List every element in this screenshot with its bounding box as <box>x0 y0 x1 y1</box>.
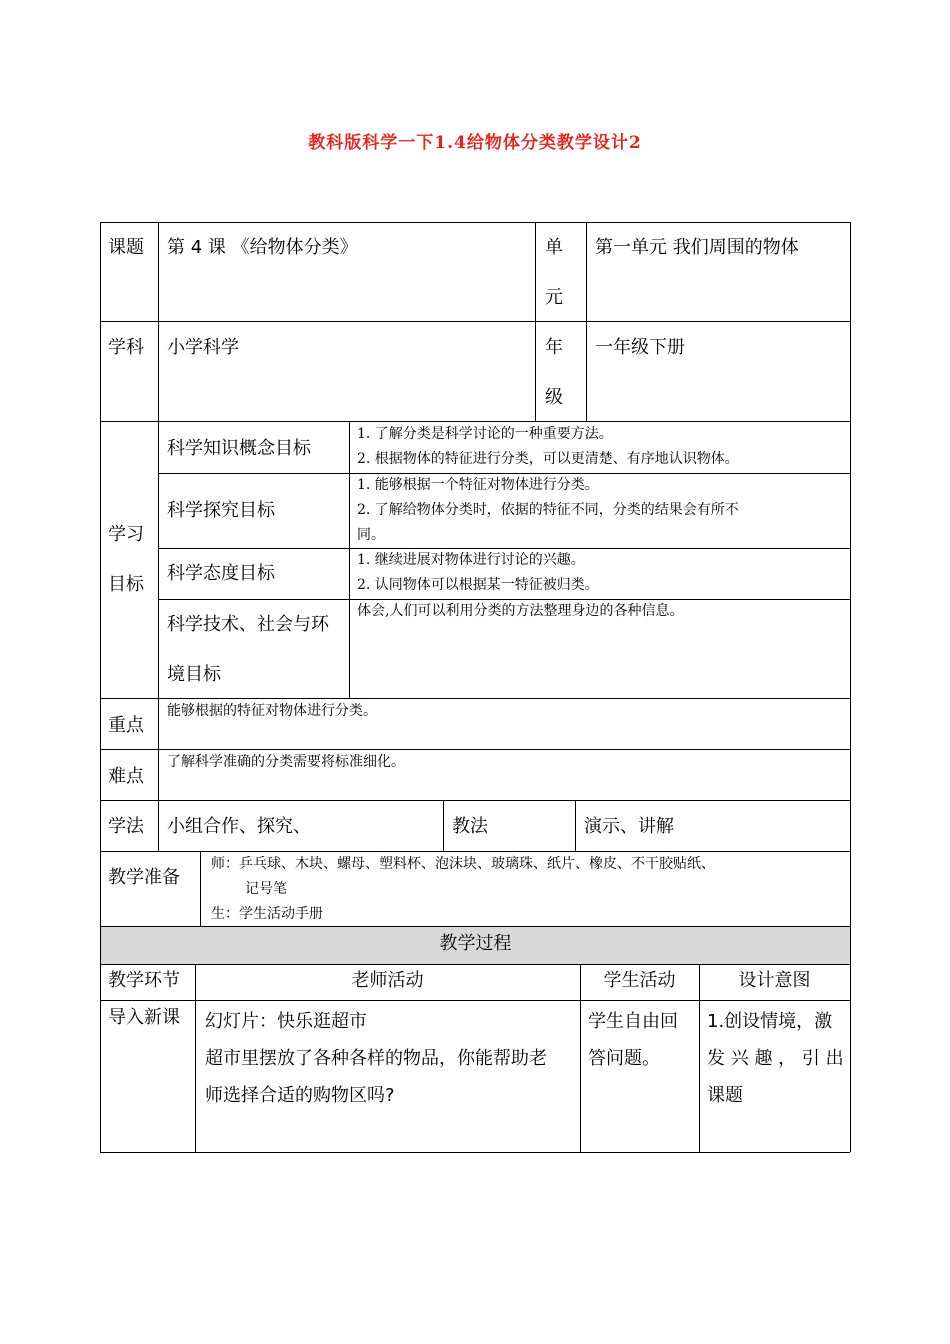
attitude-goal-item: 2. 认同物体可以根据某一特征被归类。 <box>357 577 599 593</box>
prep-teacher-line: 记号笔 <box>245 881 287 897</box>
goals-label-1: 学习 <box>108 524 144 545</box>
knowledge-goal-item: 2. 根据物体的特征进行分类，可以更清楚、有序地认识物体。 <box>357 451 739 467</box>
teaching-method-label: 教法 <box>452 816 488 837</box>
stse-goal-name-1: 科学技术、社会与环 <box>167 614 329 635</box>
learning-method-label: 学法 <box>108 816 144 837</box>
inquiry-goal-name: 科学探究目标 <box>167 500 275 521</box>
student-activity-line: 学生自由回 <box>588 1011 678 1032</box>
stse-goal-name-2: 境目标 <box>167 664 221 685</box>
inquiry-goal-item: 同。 <box>357 527 385 543</box>
attitude-goal-item: 1. 继续进展对物体进行讨论的兴趣。 <box>357 552 585 568</box>
prep-label: 教学准备 <box>108 867 180 888</box>
attitude-goal-items <box>357 548 847 598</box>
design-intent-line: 1.创设情境，激 <box>707 1011 833 1032</box>
inquiry-goal-item: 2. 了解给物体分类时，依据的特征不同，分类的结果会有所不 <box>357 502 739 518</box>
prep-content <box>211 852 847 927</box>
grade-label-1: 年 <box>545 337 563 358</box>
key-point-value: 能够根据的特征对物体进行分类。 <box>167 703 377 719</box>
subject-label: 学科 <box>108 337 144 358</box>
student-activity-line: 答问题。 <box>588 1048 660 1069</box>
lesson-value: 第 4 课 《给物体分类》 <box>167 237 358 258</box>
attitude-goal-name: 科学态度目标 <box>167 563 275 584</box>
header-design-intent: 设计意图 <box>738 970 811 991</box>
design-intent-line: 课题 <box>707 1085 743 1106</box>
row-design-intent <box>707 1003 847 1114</box>
design-intent-line: 发 兴 趣 ， 引 出 <box>707 1048 844 1069</box>
unit-label <box>545 223 585 323</box>
difficulty-label: 难点 <box>108 766 144 787</box>
teacher-activity-line: 幻灯片：快乐逛超市 <box>205 1011 367 1032</box>
document-title: 教科版科学一下1.4给物体分类教学设计2 <box>308 133 642 153</box>
knowledge-goal-name: 科学知识概念目标 <box>167 438 311 459</box>
goals-label <box>108 510 156 610</box>
teacher-activity-line: 超市里摆放了各种各样的物品，你能帮助老 <box>205 1048 547 1069</box>
grade-label-2: 级 <box>545 387 563 408</box>
prep-student-line: 生：学生活动手册 <box>211 906 323 922</box>
row-stage: 导入新课 <box>108 1007 180 1028</box>
row-teacher-activity <box>205 1003 577 1114</box>
knowledge-goal-item: 1. 了解分类是科学讨论的一种重要方法。 <box>357 426 613 442</box>
teaching-method-value: 演示、讲解 <box>584 816 674 837</box>
prep-teacher-line: 师：乒乓球、木块、螺母、塑料杯、泡沫块、玻璃珠、纸片、橡皮、不干胶贴纸、 <box>211 856 715 872</box>
unit-label-1: 单 <box>545 237 563 258</box>
knowledge-goal-items <box>357 422 847 472</box>
lesson-label: 课题 <box>108 237 144 258</box>
header-teacher-activity: 老师活动 <box>351 970 424 991</box>
key-point-label: 重点 <box>108 715 144 736</box>
unit-label-2: 元 <box>545 287 563 308</box>
header-stage: 教学环节 <box>108 970 180 991</box>
grade-label <box>545 323 585 423</box>
goals-label-2: 目标 <box>108 574 144 595</box>
learning-method-value: 小组合作、探究、 <box>167 816 311 837</box>
inquiry-goal-item: 1. 能够根据一个特征对物体进行分类。 <box>357 477 599 493</box>
row-student-activity <box>588 1003 698 1077</box>
inquiry-goal-items <box>357 473 847 548</box>
teacher-activity-line: 师选择合适的购物区吗? <box>205 1085 395 1106</box>
process-title: 教学过程 <box>439 933 512 954</box>
header-student-activity: 学生活动 <box>603 970 676 991</box>
stse-goal-item: 体会,人们可以利用分类的方法整理身边的各种信息。 <box>357 603 684 619</box>
grade-value: 一年级下册 <box>595 337 685 358</box>
stse-goal-name <box>167 600 347 700</box>
stse-goal-items <box>357 599 847 624</box>
subject-value: 小学科学 <box>167 337 239 358</box>
unit-value: 第一单元 我们周围的物体 <box>595 237 799 258</box>
difficulty-value: 了解科学准确的分类需要将标准细化。 <box>167 754 405 770</box>
